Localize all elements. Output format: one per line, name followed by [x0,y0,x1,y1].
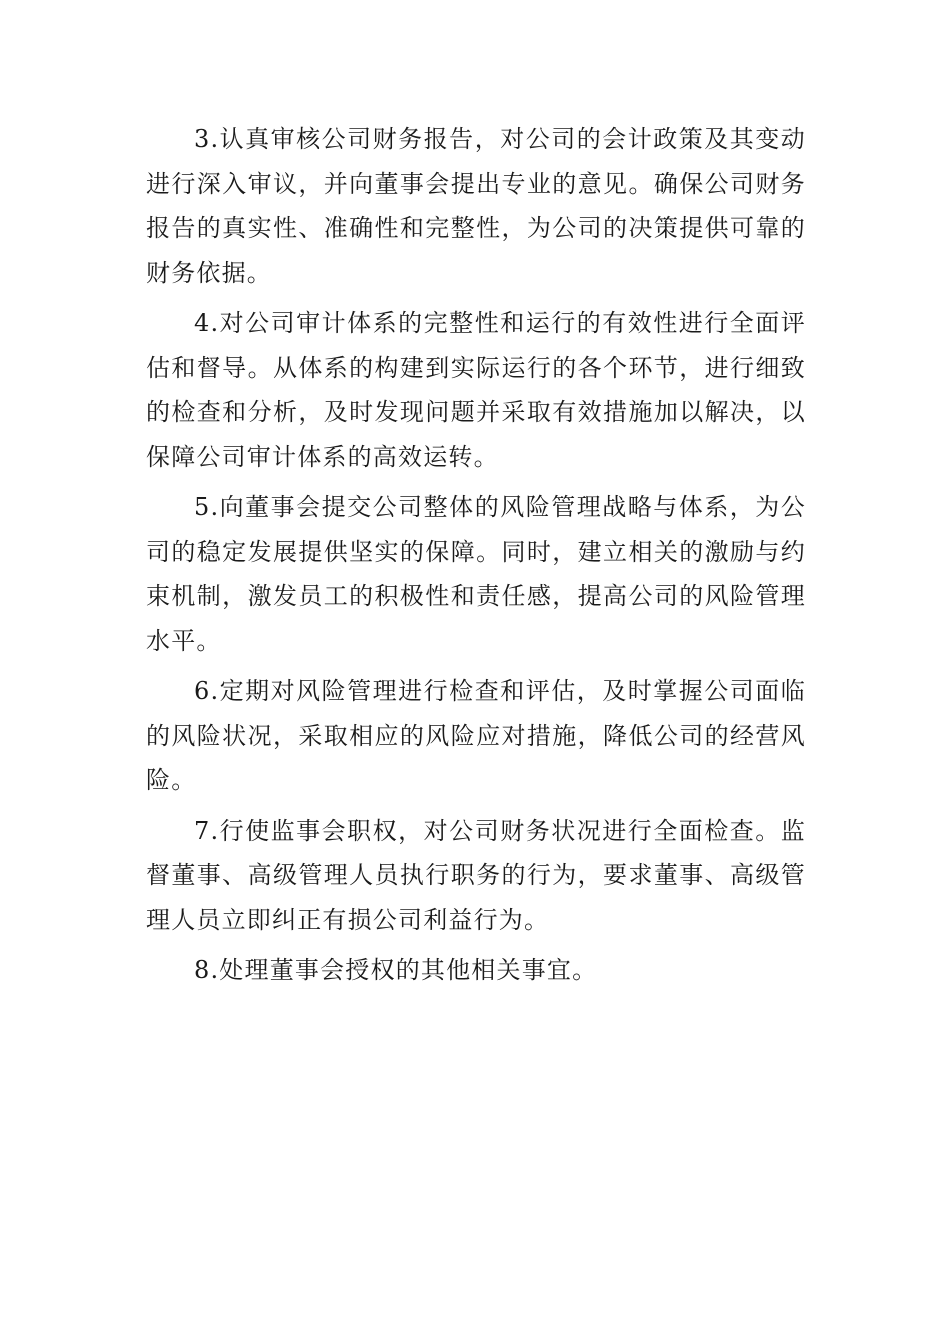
paragraph-item-6: 6.定期对风险管理进行检查和评估，及时掌握公司面临的风险状况，采取相应的风险应对措施，降低公司的经营风险。 [146,677,806,794]
paragraph-item-8: 8.处理董事会授权的其他相关事宜。 [194,956,598,984]
paragraph-item-4: 4.对公司审计体系的完整性和运行的有效性进行全面评估和督导。从体系的构建到实际运行的各个环节，进行细致的检查和分析，及时发现问题并采取有效措施加以解决，以保障公司审计体系的高效运转。 [146,309,806,471]
paragraph-item-3: 3.认真审核公司财务报告，对公司的会计政策及其变动进行深入审议，并向董事会提出专业的意见。确保公司财务报告的真实性、准确性和完整性，为公司的决策提供可靠的财务依据。 [146,125,806,287]
paragraph-item-7: 7.行使监事会职权，对公司财务状况进行全面检查。监督董事、高级管理人员执行职务的行为，要求董事、高级管理人员立即纠正有损公司利益行为。 [146,816,806,934]
document-body [146,117,806,999]
paragraph-item-5: 5.向董事会提交公司整体的风险管理战略与体系，为公司的稳定发展提供坚实的保障。同时，建立相关的激励与约束机制，激发员工的积极性和责任感，提高公司的风险管理水平。 [146,493,806,655]
